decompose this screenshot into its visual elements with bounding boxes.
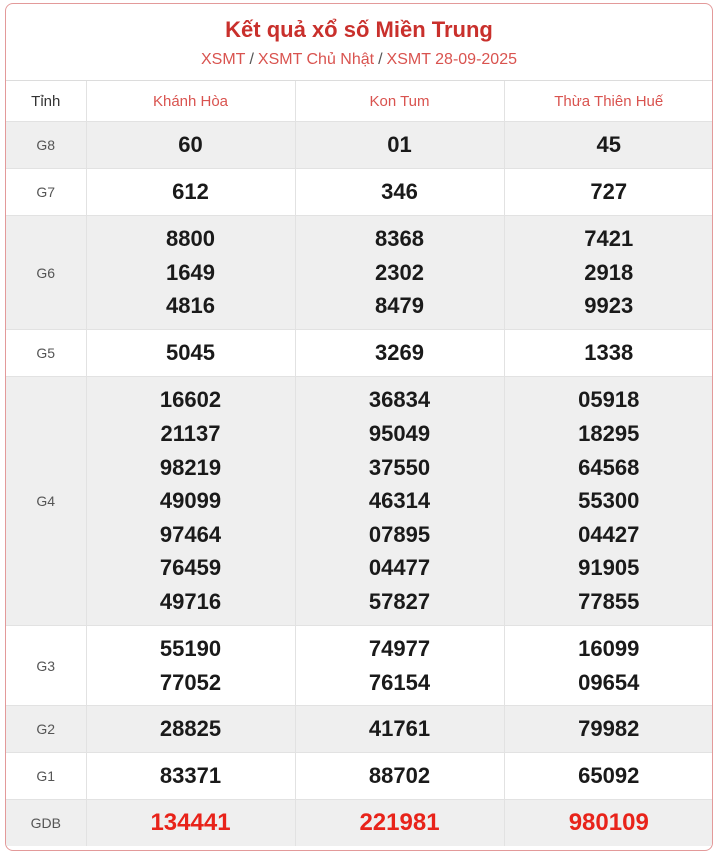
prize-number: 01 (387, 132, 412, 158)
prize-number: 74977 (368, 635, 431, 661)
prize-cell (504, 122, 713, 169)
results-card (5, 3, 713, 851)
prize-row-g5 (6, 330, 713, 377)
prize-number: 83371 (159, 763, 222, 789)
prize-number: 65092 (578, 763, 640, 789)
prize-number: 98219 (159, 454, 222, 480)
breadcrumb-separator: / (249, 51, 254, 68)
prize-number: 980109 (568, 809, 649, 836)
prize-number: 5045 (166, 340, 215, 366)
prize-label: G7 (6, 169, 86, 216)
prize-cell (504, 169, 713, 216)
prize-row-g1 (6, 753, 713, 800)
prize-row-g3 (6, 626, 713, 706)
prize-number: 46314 (368, 488, 431, 514)
prize-number: 1649 (166, 259, 215, 285)
prize-number: 1338 (584, 340, 634, 366)
prize-row-gdb (6, 800, 713, 847)
prize-label: G3 (6, 626, 86, 706)
breadcrumb-xsmt-date-link[interactable]: XSMT 28-09-2025 (386, 51, 517, 68)
prize-number: 76459 (159, 555, 222, 581)
prize-cell (504, 706, 713, 753)
prize-number: 2918 (584, 259, 634, 285)
prize-row-g8 (6, 122, 713, 169)
column-header-khanh-hoa[interactable]: Khánh Hòa (86, 81, 295, 122)
prize-number: 18295 (578, 421, 640, 447)
prize-number: 77052 (159, 669, 222, 695)
prize-number: 77855 (578, 588, 640, 614)
prize-number: 79982 (578, 716, 640, 742)
prize-number: 07895 (368, 521, 431, 547)
prize-number: 8479 (375, 293, 424, 319)
prize-label: GDB (6, 800, 86, 847)
prize-cell (295, 330, 504, 377)
column-header-province: Tỉnh (6, 81, 86, 122)
prize-number: 28825 (159, 716, 222, 742)
prize-number: 55190 (159, 635, 222, 661)
results-header (6, 4, 712, 81)
prize-row-g4 (6, 377, 713, 626)
prize-number: 3269 (375, 340, 424, 366)
results-table (6, 81, 713, 846)
prize-number: 8800 (166, 226, 215, 252)
prize-row-g7 (6, 169, 713, 216)
prize-cell (86, 122, 295, 169)
prize-number: 97464 (159, 521, 222, 547)
prize-cell (504, 753, 713, 800)
prize-number: 612 (172, 179, 209, 205)
prize-number: 76154 (368, 669, 431, 695)
prize-number: 36834 (368, 387, 431, 413)
prize-number: 8368 (375, 226, 424, 252)
prize-number: 9923 (584, 293, 634, 319)
table-header-row (6, 81, 713, 122)
prize-number: 64568 (578, 454, 640, 480)
prize-label: G5 (6, 330, 86, 377)
prize-cell (86, 216, 295, 330)
prize-number: 55300 (578, 488, 640, 514)
prize-number: 57827 (368, 588, 431, 614)
prize-cell (295, 706, 504, 753)
prize-cell (295, 377, 504, 626)
prize-number: 88702 (368, 763, 431, 789)
prize-cell (295, 216, 504, 330)
prize-number: 95049 (368, 421, 431, 447)
prize-label: G8 (6, 122, 86, 169)
prize-number: 04477 (368, 555, 431, 581)
prize-number: 09654 (578, 669, 640, 695)
breadcrumb (6, 49, 712, 71)
prize-cell (504, 377, 713, 626)
prize-number: 4816 (166, 293, 215, 319)
prize-number: 727 (590, 179, 628, 205)
prize-cell (295, 122, 504, 169)
prize-number: 134441 (150, 809, 231, 836)
prize-number: 21137 (160, 421, 221, 447)
prize-row-g6 (6, 216, 713, 330)
prize-number: 04427 (578, 521, 640, 547)
prize-cell (86, 800, 295, 847)
prize-cell (86, 626, 295, 706)
prize-cell (295, 626, 504, 706)
prize-number: 60 (178, 132, 203, 158)
prize-number: 45 (596, 132, 621, 158)
prize-label: G2 (6, 706, 86, 753)
prize-number: 37550 (368, 454, 431, 480)
breadcrumb-xsmt-sunday-link[interactable]: XSMT Chủ Nhật (257, 51, 375, 68)
prize-number: 41761 (368, 716, 431, 742)
prize-number: 91905 (578, 555, 640, 581)
prize-label: G6 (6, 216, 86, 330)
prize-cell (86, 330, 295, 377)
prize-label: G4 (6, 377, 86, 626)
column-header-kon-tum[interactable]: Kon Tum (295, 81, 504, 122)
prize-cell (86, 706, 295, 753)
breadcrumb-xsmt-link[interactable]: XSMT (200, 51, 246, 68)
prize-number: 16099 (578, 635, 640, 661)
prize-cell (295, 169, 504, 216)
prize-number: 7421 (584, 226, 634, 252)
page-title: Kết quả xổ số Miền Trung (225, 17, 493, 42)
prize-cell (86, 169, 295, 216)
prize-cell (295, 800, 504, 847)
prize-number: 49099 (159, 488, 222, 514)
prize-cell (295, 753, 504, 800)
prize-row-g2 (6, 706, 713, 753)
breadcrumb-separator: / (378, 51, 383, 68)
prize-cell (504, 216, 713, 330)
prize-cell (504, 626, 713, 706)
prize-cell (504, 330, 713, 377)
prize-number: 49716 (159, 588, 222, 614)
prize-number: 05918 (578, 387, 640, 413)
prize-cell (86, 753, 295, 800)
prize-number: 221981 (359, 809, 440, 836)
prize-number: 346 (381, 179, 418, 205)
prize-label: G1 (6, 753, 86, 800)
prize-number: 2302 (375, 259, 424, 285)
prize-cell (504, 800, 713, 847)
prize-number: 16602 (159, 387, 222, 413)
column-header-thua-thien-hue[interactable]: Thừa Thiên Huế (504, 81, 713, 122)
prize-cell (86, 377, 295, 626)
